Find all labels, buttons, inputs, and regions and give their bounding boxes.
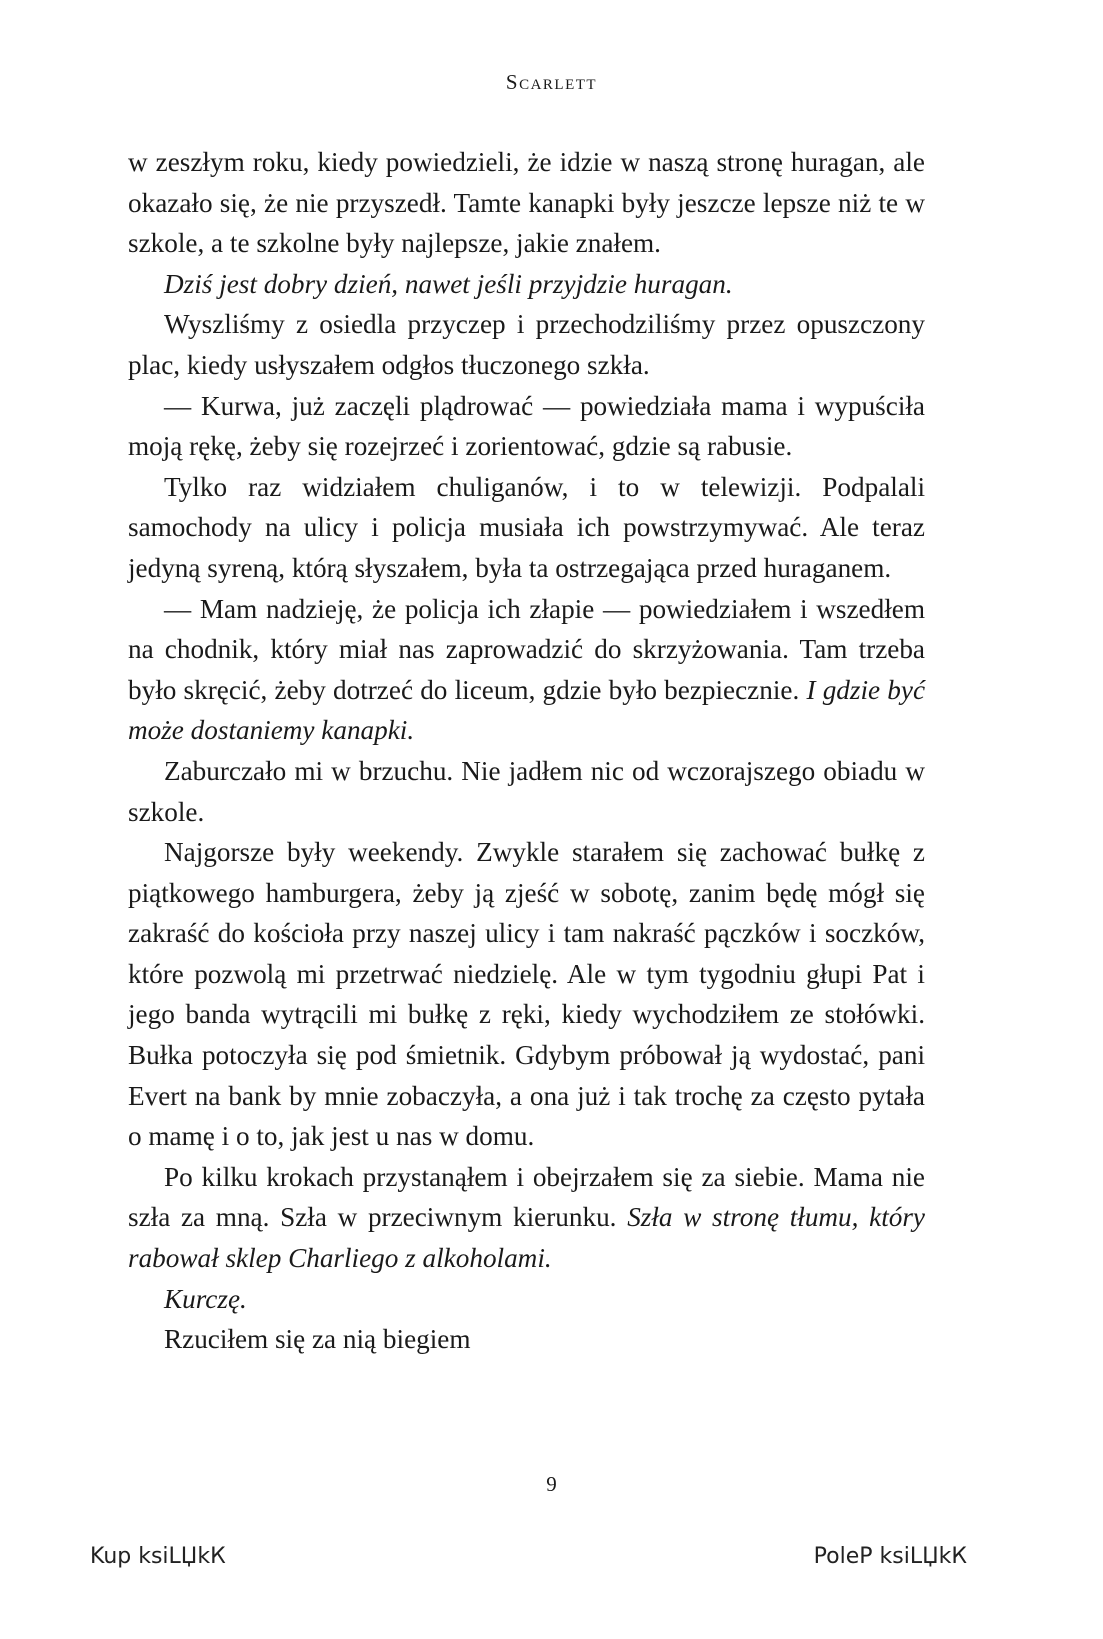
paragraph-4: — Kurwa, już zaczęli plądrować — powiedziała mama i wypuściła moją rękę, żeby się rozejrzeć i zorientować, gdzie są rabusie. [128,390,925,462]
italic-thought: Szła w stronę tłumu, który rabował sklep Charliego z alkoholami. [128,1202,925,1274]
running-head: Scarlett [505,70,598,94]
paragraph-9 [128,1157,925,1279]
paragraph-7: Zaburczało mi w brzuchu. Nie jadłem nic od wczorajszego obiadu w szkole. [128,755,925,827]
buy-book-link[interactable]: Kup ksiLЏkК [90,1544,226,1569]
italic-thought: Dziś jest dobry dzień, nawet jeśli przyjdzie huragan. [164,268,733,299]
paragraph-6 [128,589,925,751]
paragraph-6-text: — Mam nadzieję, że policja ich złapie — powiedziałem i wszedłem na chodnik, który miał nas zaprowadzić do skrzyżowania. Tam trzeba było skręcić, żeby dotrzeć do liceum, gdzie było bezpiecznie. [128,593,925,705]
body-text [128,142,925,1360]
italic-thought: I gdzie być może dostaniemy kanapki. [128,674,926,746]
paragraph-5: Tylko raz widziałem chuliganów, i to w telewizji. Podpalali samochody na ulicy i policja musiała ich powstrzymywać. Ale teraz jedyną syreną, którą słyszałem, była ta ostrzegająca przed huraganem. [128,471,925,583]
italic-thought: Kurczę. [164,1283,247,1314]
paragraph-8: Najgorsze były weekendy. Zwykle starałem się zachować bułkę z piątkowego hamburgera, żeby ją zjeść w sobotę, zanim będę mógł się zakraść do kościoła przy naszej ulicy i tam nakraść pączków i soczków, które pozwolą mi przetrwać niedzielę. Ale w tym tygodniu głupi Pat i jego banda wytrącili mi bułkę z ręki, kiedy wychodziłem ze stołówki. Bułka potoczyła się pod śmietnik. Gdybym próbował ją wydostać, pani Evert na bank by mnie zobaczyła, a ona już i tak trochę za często pytała o mamę i o to, jak jest u nas w domu. [128,837,925,1152]
paragraph-9-text: Po kilku krokach przystanąłem i obejrzałem się za siebie. Mama nie szła za mną. Szła w przeciwnym kierunku. [128,1161,925,1233]
paragraph-10 [128,1279,925,1320]
paragraph-1: w zeszłym roku, kiedy powiedzieli, że idzie w naszą stronę huragan, ale okazało się, że nie przyszedł. Tamte kanapki były jeszcze lepsze niż te w szkole, a te szkolne były najlepsze, jakie znałem. [128,147,925,259]
paragraph-2 [128,264,925,305]
page-number: 9 [546,1472,557,1496]
paragraph-11: Rzuciłem się za nią biegiem [164,1324,471,1355]
recommend-book-link[interactable]: PoleР ksiLЏkК [813,1544,967,1569]
paragraph-3: Wyszliśmy z osiedla przyczep i przechodziliśmy przez opuszczony plac, kiedy usłyszałem odgłos tłuczonego szkła. [128,309,925,380]
